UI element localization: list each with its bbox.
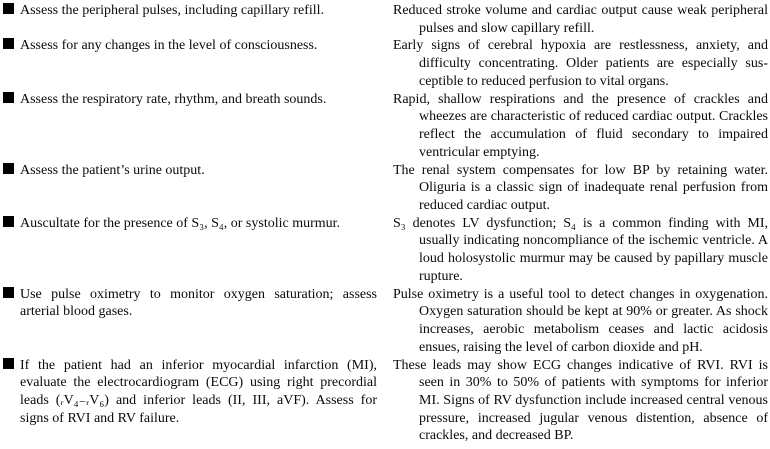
bullet-square-icon — [3, 216, 14, 227]
assessment-text: Assess the peripheral pulses, including capillary refill. — [20, 3, 325, 18]
table-row — [3, 2, 768, 37]
assessment-cell — [3, 37, 377, 55]
bullet-square-icon — [3, 92, 14, 103]
assessment-text: Use pulse oximetry to monitor oxygen saturation; assess arterial blood gases. — [20, 286, 377, 320]
assessment-text: Assess the respiratory rate, rhythm, and breath sounds. — [20, 91, 327, 107]
assessment-text: If the patient had an inferior myocardial infarction (MI), evaluate the electrocardiogram (ECG) using right precordial leads (ᵣV₄₋ᵣV₆) and inferior leads (II, III, aVF). Assess for signs of RVI and RV failure. — [20, 357, 377, 426]
rationale-text: Reduced stroke volume and cardiac output cause weak peripheral pulses and slow capillary refill. — [393, 3, 768, 36]
table-row — [3, 215, 768, 286]
rationale-cell — [393, 357, 768, 446]
bullet-square-icon — [3, 163, 14, 174]
rationale-text: Rapid, shallow respirations and the presence of crackles and wheezes are characteristic of reduced cardiac output. Crackles reflect the accumulation of fluid secondary to impaired ventricular emptying. — [393, 91, 768, 160]
rationale-text: S₃ denotes LV dysfunction; S₄ is a common finding with MI, usually indicating noncompliance of the ischemic ventricle. A loud holosystolic murmur may be caused by papillary muscle rupture. — [393, 215, 768, 284]
rationale-text: The renal system compensates for low BP by retaining water. Oliguria is a classic sign of inadequate renal perfusion from reduced cardiac output. — [393, 162, 768, 213]
rationale-cell — [393, 91, 768, 162]
rationale-text: Early signs of cerebral hypoxia are restlessness, anxiety, and difficulty concentrating. Older patients are especially susceptible to reduced perfusion to vital organs. — [393, 38, 768, 89]
assessment-cell — [3, 162, 377, 180]
table-row — [3, 357, 768, 446]
bullet-square-icon — [3, 3, 14, 14]
rationale-text: Pulse oximetry is a useful tool to detect changes in oxygenation. Oxygen saturation should be kept at 90% or greater. As shock increases, aerobic metabolism ceases and lactic acidosis ensues, raising the level of carbon dioxide and pH. — [393, 286, 768, 355]
bullet-square-icon — [3, 358, 14, 369]
assessment-cell — [3, 91, 377, 109]
assessment-cell — [3, 215, 377, 233]
table-row — [3, 162, 768, 215]
assessment-cell — [3, 357, 377, 428]
assessment-text: Assess for any changes in the level of consciousness. — [20, 38, 318, 54]
assessment-text: Assess the patient’s urine output. — [20, 162, 205, 178]
assessment-cell — [3, 2, 377, 20]
table-row — [3, 37, 768, 90]
rationale-cell — [393, 286, 768, 357]
bullet-square-icon — [3, 38, 14, 49]
rationale-cell — [393, 37, 768, 90]
assessment-text: Auscultate for the presence of S₃, S₄, or systolic murmur. — [20, 215, 341, 231]
rationale-cell — [393, 162, 768, 215]
assessment-cell — [3, 286, 377, 321]
table-row — [3, 91, 768, 162]
table-row — [3, 286, 768, 357]
rationale-cell — [393, 2, 768, 37]
rationale-text: These leads may show ECG changes indicative of RVI. RVI is seen in 30% to 50% of patients with symptoms for inferior MI. Signs of RV dysfunction include increased central venous pressure, increased jugular venous distention, absence of crackles, and decreased BP. — [393, 357, 768, 444]
rationale-cell — [393, 215, 768, 286]
bullet-square-icon — [3, 287, 14, 298]
